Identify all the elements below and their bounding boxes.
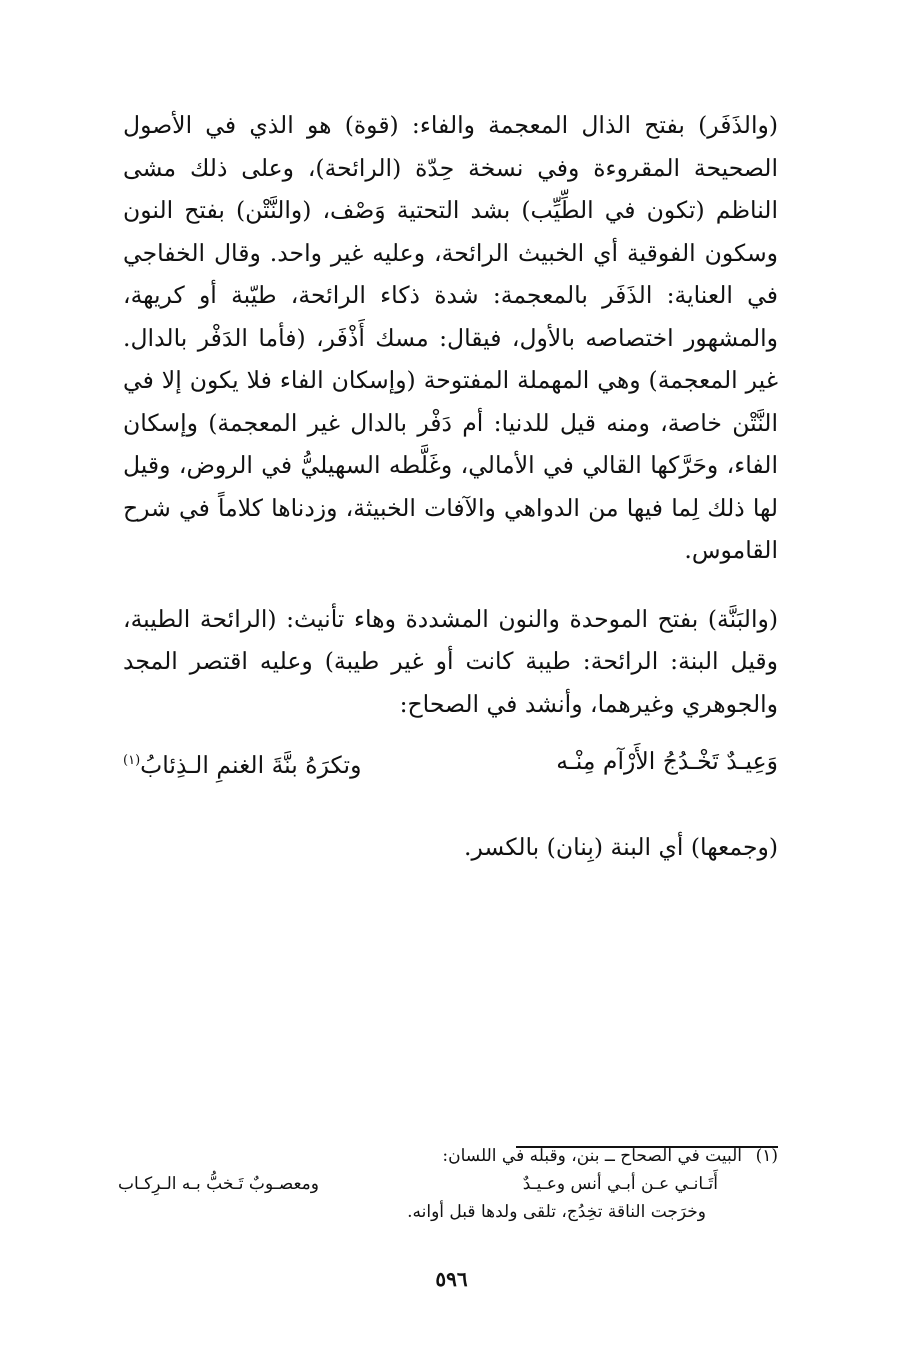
page-number: ٥٩٦ <box>435 1267 468 1291</box>
footnote-line-intro <box>118 1142 778 1170</box>
poetry-verse <box>123 738 778 784</box>
footnote-number: (١) <box>755 1146 778 1166</box>
footnote-intro: البيت في الصحاح ــ بنن، وقبله في اللسان: <box>442 1146 742 1166</box>
footnote-marker: (١) <box>123 753 141 768</box>
verse-first-hemistich-text: وَعِيـدٌ تَخْـدُجُ الأَرْآم مِنْـه <box>556 747 778 775</box>
footnote-line-verse <box>118 1170 778 1198</box>
footnote-gloss: وخرَجت الناقة تخِدُج، تلقى ولدها قبل أوانه. <box>407 1202 706 1222</box>
verse-second-hemistich-text: وتكرَهُ بنَّةَ الغنمِ الـذِئابُ <box>140 750 362 779</box>
footnote-verse-first: أَتَـانـي عـن أبـي أنس وعـيـدٌ <box>522 1174 718 1194</box>
main-text <box>123 104 778 725</box>
verse-first-hemistich <box>556 738 778 784</box>
paragraph-dhafar: (والذَفَر) بفتح الذال المعجمة والفاء: (قوة) هو الذي في الأصول الصحيحة المقروءة وفي نسخة حِدّة (الرائحة)، وعلى ذلك مشى الناظم (تكون في الطِّيِّب) بشد التحتية وَصْف، (والنَّتْن) بفتح النون وسكون الفوقية أي الخبيث الرائحة، وعليه غير واحد. وقال الخفاجي في العناية: الذَفَر بالمعجمة: شدة ذكاء الرائحة، طيّبة أو كريهة، والمشهور اختصاصه بالأول، فيقال: مسك أَذْفَر، (فأما الدَفْر بالدال. غير المعجمة) وهي المهملة المفتوحة (وإسكان الفاء فلا يكون إلا في النَّتْن خاصة، ومنه قيل للدنيا: أم دَفْر بالدال غير المعجمة) وإسكان الفاء، وحَرَّكها القالي في الأمالي، وغَلَّطه السهيليُّ في الروض، وقيل لها ذلك لِما فيها من الدواهي والآفات الخبيثة، وزدناها كلاماً في شرح القاموس. <box>123 111 778 564</box>
plural-note: (وجمعها) أي البنة (بِنان) بالكسر. <box>463 833 778 861</box>
paragraph-banna: (والبَنَّة) بفتح الموحدة والنون المشددة وهاء تأنيث: (الرائحة الطيبة، وقيل البنة: الرائحة: طيبة كانت أو غير طيبة) وعليه اقتصر المجد والجوهري وغيرهما، وأنشد في الصحاح: <box>123 604 778 718</box>
footnote-line-gloss <box>118 1198 778 1226</box>
verse-second-hemistich <box>123 738 361 788</box>
footnote-verse-second: ومعصـوبٌ تَـخبُّ بـه الـرِكـاب <box>118 1174 319 1194</box>
footnotes <box>118 1142 778 1226</box>
